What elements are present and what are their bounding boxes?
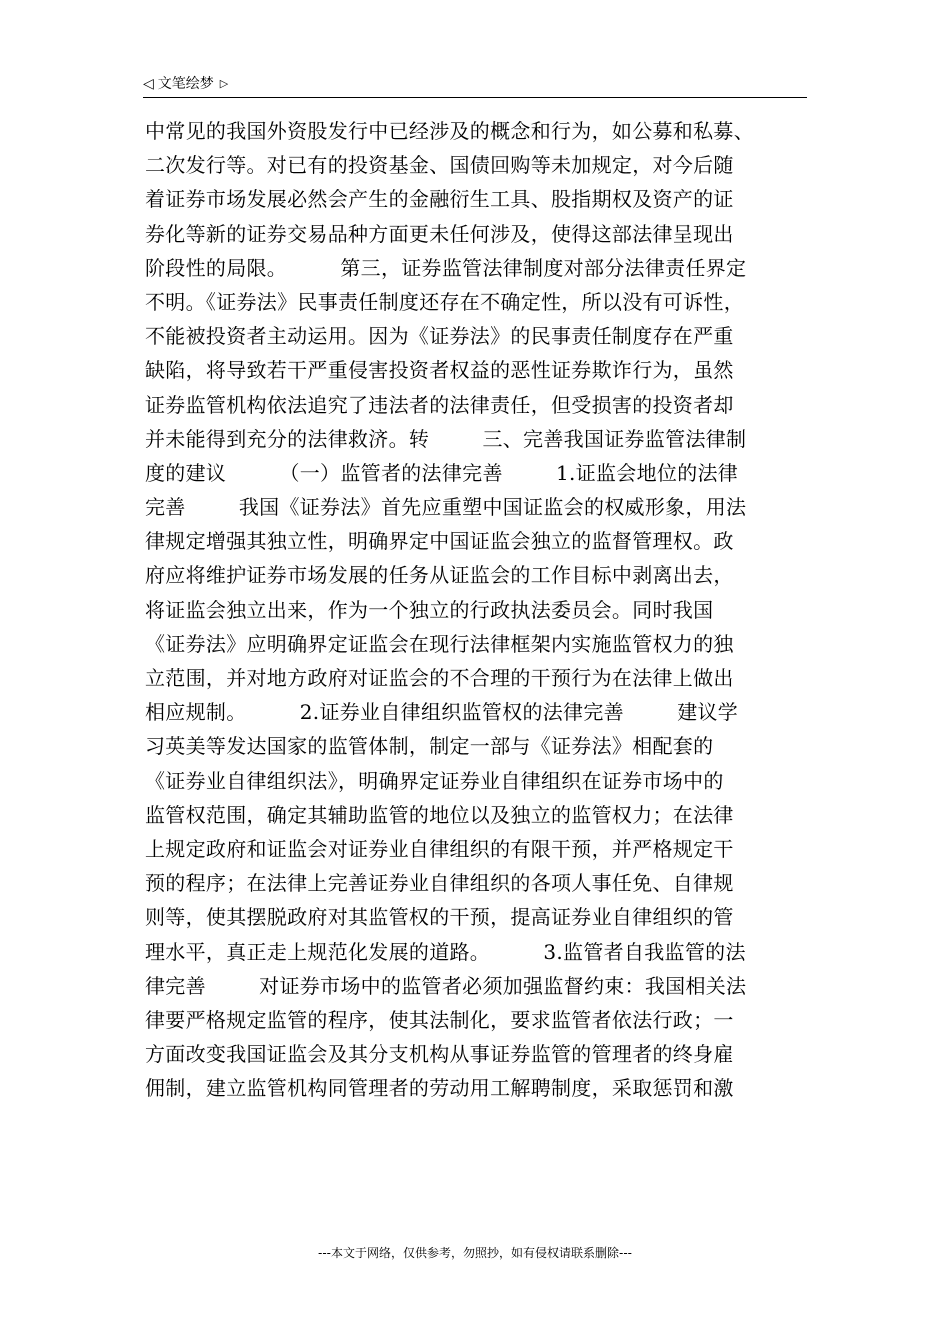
text-line: 相应规制。 2.证券业自律组织监管权的法律完善 建议学: [145, 700, 739, 725]
text-line: 并未能得到充分的法律救济。转 三、完善我国证券监管法律制: [145, 426, 747, 451]
text-line: 阶段性的局限。 第三，证券监管法律制度对部分法律责任界定: [145, 255, 747, 280]
text-line: 《证券业自律组织法》，明确界定证券业自律组织在证券市场中的: [145, 768, 724, 793]
page-header: [143, 73, 807, 97]
text-line: 《证券法》应明确界定证监会在现行法律框架内实施监管权力的独: [145, 631, 734, 656]
text-line: 二次发行等。对已有的投资基金、国债回购等未加规定，对今后随: [145, 153, 734, 178]
text-line: 将证监会独立出来，作为一个独立的行政执法委员会。同时我国: [145, 597, 714, 622]
text-line: 着证券市场发展必然会产生的金融衍生工具、股指期权及资产的证: [145, 187, 734, 212]
text-line: 则等，使其摆脱政府对其监管权的干预，提高证券业自律组织的管: [145, 905, 734, 930]
text-line: 中常见的我国外资股发行中已经涉及的概念和行为，如公募和私募、: [145, 119, 754, 143]
text-line: 监管权范围，确定其辅助监管的地位以及独立的监管权力；在法律: [145, 802, 734, 827]
brand-name: 文笔绘梦: [157, 76, 214, 92]
text-line: 证券监管机构依法追究了违法者的法律责任，但受损害的投资者却: [145, 392, 734, 417]
text-line: 不能被投资者主动运用。因为《证券法》的民事责任制度存在严重: [145, 324, 734, 349]
triangle-right-icon: ▷: [219, 77, 229, 90]
footer-notice: ---本文于网络，仅供参考，勿照抄，如有侵权请联系删除---: [318, 1246, 632, 1260]
text-line: 佣制，建立监管机构同管理者的劳动用工解聘制度，采取惩罚和激: [145, 1076, 734, 1101]
text-line: 府应将维护证券市场发展的任务从证监会的工作目标中剥离出去，: [145, 563, 734, 588]
body-text: [145, 114, 805, 1105]
text-line: 度的建议 （一）监管者的法律完善 1.证监会地位的法律: [145, 460, 739, 485]
triangle-left-icon: ◁: [143, 76, 154, 92]
text-line: 预的程序；在法律上完善证券业自律组织的各项人事任免、自律规: [145, 871, 734, 896]
text-line: 理水平，真正走上规范化发展的道路。 3.监管者自我监管的法: [145, 939, 746, 964]
text-line: 上规定政府和证监会对证券业自律组织的有限干预，并严格规定干: [145, 836, 734, 861]
text-line: 不明。《证券法》民事责任制度还存在不确定性，所以没有可诉性，: [145, 289, 744, 314]
text-line: 习英美等发达国家的监管体制，制定一部与《证券法》相配套的: [145, 734, 714, 759]
header-brand: [143, 73, 807, 95]
text-line: 券化等新的证券交易品种方面更未任何涉及，使得这部法律呈现出: [145, 221, 734, 246]
text-line: 缺陷，将导致若干严重侵害投资者权益的恶性证券欺诈行为，虽然: [145, 358, 734, 383]
text-line: 立范围，并对地方政府对证监会的不合理的干预行为在法律上做出: [145, 666, 734, 690]
text-line: 律要严格规定监管的程序，使其法制化，要求监管者依法行政；一: [145, 1007, 734, 1032]
header-divider: [143, 97, 807, 98]
text-line: 方面改变我国证监会及其分支机构从事证券监管的管理者的终身雇: [145, 1042, 734, 1067]
text-line: 律规定增强其独立性，明确界定中国证监会独立的监督管理权。政: [145, 529, 734, 554]
text-line: 完善 我国《证券法》首先应重塑中国证监会的权威形象，用法: [145, 495, 747, 520]
text-line: 律完善 对证券市场中的监管者必须加强监督约束：我国相关法: [145, 973, 747, 998]
